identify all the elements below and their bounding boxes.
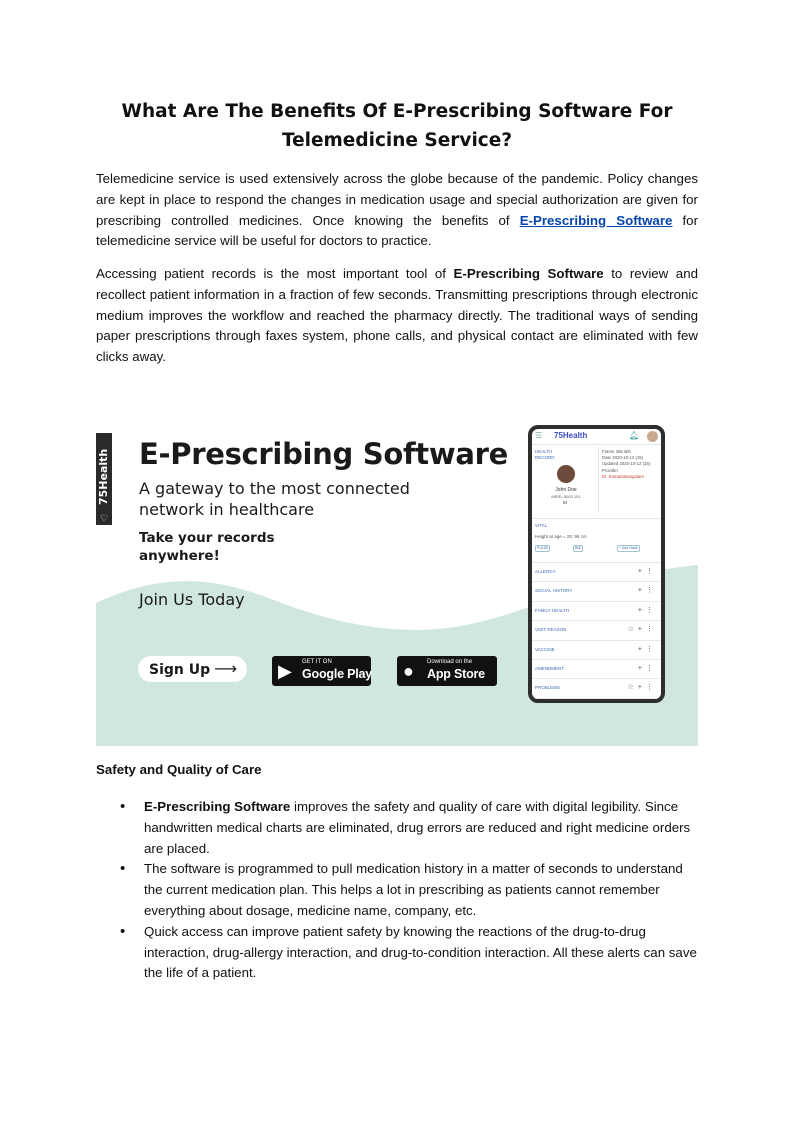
heart-icon: ♡ xyxy=(99,513,109,523)
google-play-small: GET IT ON xyxy=(302,659,332,665)
row-label: AMENDMENT xyxy=(535,665,564,671)
vital-chip: + Add Vitals xyxy=(619,546,638,550)
bold-term: E-Prescribing Software xyxy=(144,799,291,814)
app-store-small: Download on the xyxy=(427,659,473,665)
row-label: ALLERGY xyxy=(535,569,556,574)
play-triangle-icon: ▶ xyxy=(278,661,292,681)
vital-chips xyxy=(535,545,660,553)
phone-row xyxy=(532,582,661,601)
plus-more-icon: +⋮ xyxy=(637,664,657,672)
promo-banner xyxy=(96,425,698,746)
phone-row xyxy=(532,602,661,621)
plus-more-icon: +⋮ xyxy=(637,568,657,575)
bell-icon: 🔔︎ xyxy=(629,431,640,440)
vital-line: Height at age = 25: 99 cm xyxy=(535,534,587,539)
vital-chip: BMI xyxy=(575,546,582,550)
intro-text: to review and recollect patient information in a fraction of few seconds. Transmitting prescriptions through electronic medium improves the workflow and reached the pharmacy directly. The traditional ways of sending paper prescriptions through faxes system, phone calls, and physical contact are eliminated with few clicks away. xyxy=(96,266,698,365)
page-title: What Are The Benefits Of E-Prescribing Software For Telemedicine Service? xyxy=(121,101,673,151)
row-label: FAMILY HEALTH xyxy=(535,607,570,613)
sign-up-button[interactable] xyxy=(138,656,247,682)
meta-line: Updated 2020-10-12 (15) xyxy=(602,461,651,467)
banner-heading: E-Prescribing Software xyxy=(139,437,508,471)
health-record-label: HEALTH RECORD xyxy=(535,449,555,460)
sign-up-label: Sign Up xyxy=(149,662,211,678)
patient-photo xyxy=(557,465,575,483)
e-prescribing-software-link[interactable]: E-Prescribing Software xyxy=(519,212,673,228)
brand-strip xyxy=(96,433,112,525)
plus-more-icon: +⋮ xyxy=(637,587,657,595)
app-store-badge[interactable] xyxy=(397,656,497,686)
patient-name: John Doe xyxy=(555,487,577,493)
phone-row xyxy=(532,641,661,660)
bold-term: E-Prescribing Software xyxy=(453,266,604,281)
row-label: VACCINE xyxy=(535,646,555,652)
bullet-text: improves the safety and quality of care with digital legibility. Since handwritten medical charts are eliminated, drug errors are reduced and right medicine orders are placed. xyxy=(144,799,691,856)
intro-text: Telemedicine service is used extensively across the globe because of the pandemic. Policy changes are kept in place to respond the changes in medication usage and special authorization are given for prescribing controlled medicines. Once knowing the benefits of xyxy=(96,171,698,228)
list-item: • The software is programmed to pull medication history in a matter of seconds to understand the current medication plan. This helps a lot in prescribing as patients cannot remember everything about dosage, medicine name, company, etc. xyxy=(96,859,698,921)
phone-vital-section xyxy=(532,519,661,563)
provider-name: Dr. Kumaramangulam xyxy=(602,473,644,479)
avatar xyxy=(647,431,658,442)
apple-icon: ● xyxy=(403,661,414,681)
intro-text: for telemedicine service will be useful for doctors to practice. xyxy=(96,212,698,249)
meta-line: Provider xyxy=(602,467,619,473)
banner-join-text: Join Us Today xyxy=(139,590,245,609)
vital-chip: PULSE xyxy=(537,546,549,550)
google-play-label: Google Play xyxy=(302,667,373,681)
intro-paragraph-2 xyxy=(96,264,698,368)
app-store-label: App Store xyxy=(427,667,485,681)
banner-subheading: A gateway to the most connected network in healthcare xyxy=(139,479,410,519)
phone-row xyxy=(532,563,661,582)
star-plus-more-icon: ☆+⋮ xyxy=(627,626,657,634)
phone-health-record xyxy=(532,445,661,519)
section-heading: Safety and Quality of Care xyxy=(96,762,262,777)
phone-app-logo: 75Health xyxy=(554,431,588,440)
record-meta xyxy=(602,449,662,480)
arrow-right-icon: ⟶ xyxy=(214,659,238,678)
list-item: • Quick access can improve patient safety by knowing the reactions of the drug-to-drug interaction, drug-allergy interaction, and drug-to-condition interaction. All these alerts can save the life of a patient. xyxy=(96,922,698,984)
brand-logo-text: 75Health xyxy=(97,448,110,505)
patient-sex: M xyxy=(563,500,567,505)
phone-row xyxy=(532,660,661,679)
menu-icon: ☰ xyxy=(535,431,543,440)
vital-label: VITAL xyxy=(535,523,548,528)
phone-row xyxy=(532,679,661,698)
row-label: SOCIAL HISTORY xyxy=(535,588,573,594)
phone-row xyxy=(532,621,661,640)
bullet-list xyxy=(96,797,698,984)
phone-app-header xyxy=(532,429,661,445)
list-item xyxy=(96,797,698,859)
banner-take-records: Take your records anywhere! xyxy=(139,530,275,564)
row-label: PROBLEMS xyxy=(535,685,561,691)
meta-line: Frame 356 lath xyxy=(602,449,631,454)
intro-text: Accessing patient records is the most important tool of xyxy=(96,266,454,281)
row-label: VISIT REASON xyxy=(535,627,567,633)
star-plus-more-icon: ☆+⋮ xyxy=(627,684,657,692)
plus-more-icon: +⋮ xyxy=(637,645,657,653)
google-play-badge[interactable] xyxy=(272,656,371,686)
phone-mockup xyxy=(528,425,665,703)
intro-paragraph-1 xyxy=(96,169,698,252)
plus-more-icon: +⋮ xyxy=(637,606,657,614)
patient-id: MRID: 5003 101 xyxy=(551,494,581,499)
divider xyxy=(598,447,599,513)
meta-line: Date 2020-10-12 (15) xyxy=(602,455,644,461)
